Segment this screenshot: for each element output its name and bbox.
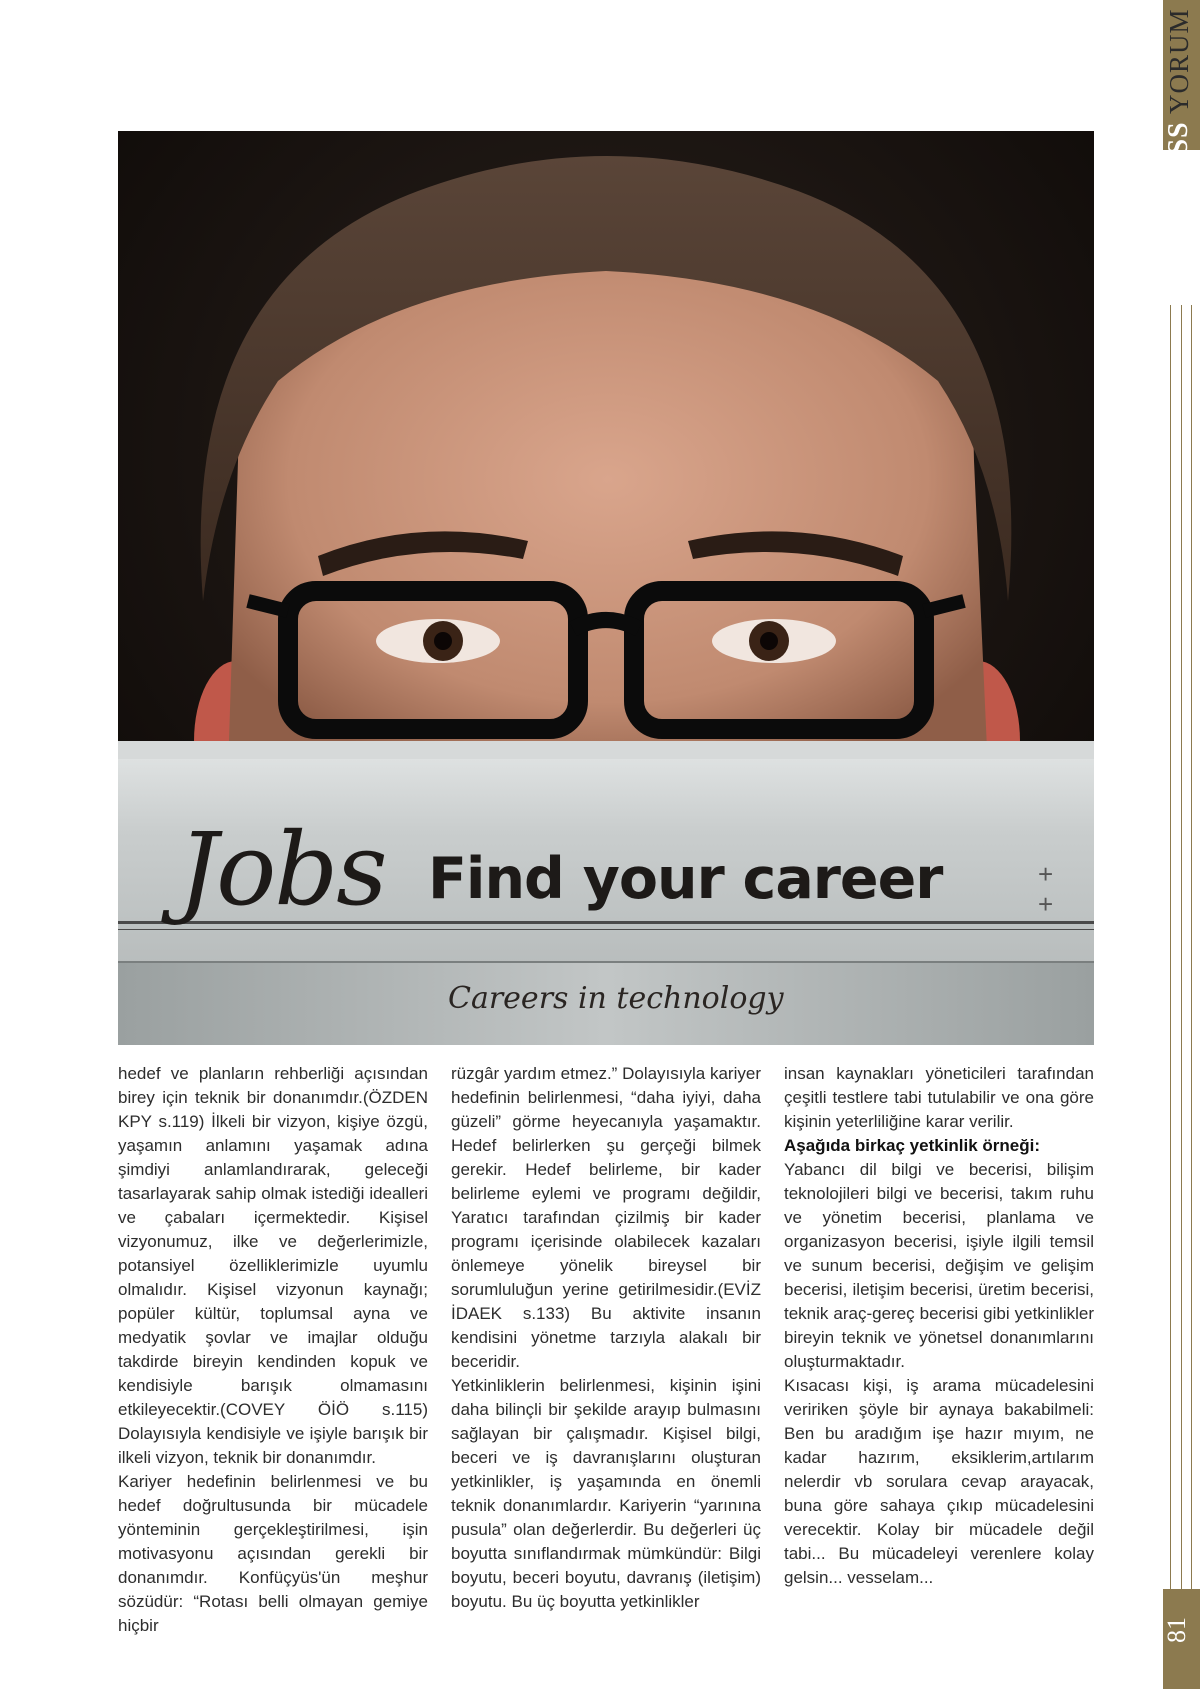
paragraph: Kariyer hedefinin belirlenmesi ve bu hedef doğrultusunda bir mücadele yönteminin gerçekleştirilmesi, işin motivasyonu açısından gerekli bir donanımdır. Konfüçyüs'ün meşhur sözüdür: “Rotası belli olmayan gemiye hiçbir xyxy=(118,1472,428,1635)
column-1 xyxy=(118,1062,428,1638)
paragraph: hedef ve planların rehberliği açısından birey için teknik bir donanımdır.(ÖZDEN KPY s.119) İlkeli bir vizyon, kişiye özgü, yaşamın anlamını yaşamak adına şimdiyi anlamlandırarak, geleceği tasarlayarak sahip olmak istediği idealleri ve çabaları içermektedir. Kişisel vizyonumuz, ilke ve değerlerimizle, potansiyel özelliklerimizle uyumlu olmalıdır. Kişisel vizyonun kaynağı; popüler kültür, toplumsal ayna ve medyatik şovlar ve imajlar olduğu takdirde bireyin kendinden kopuk ve kendisiyle barışık olmamasını etkileyecektir.(COVEY ÖİÖ s.115) Dolayısıyla kendisiyle ve işiyle barışık bir ilkeli vizyon, teknik bir donanımdır. xyxy=(118,1064,428,1467)
hero-photo xyxy=(118,131,1094,1045)
magazine-brand: BOSS xyxy=(1163,121,1194,198)
paragraph: rüzgâr yardım etmez.” Dolayısıyla kariyer hedefinin belirlenmesi, “daha iyiyi, daha güzeli” görme heyecanıyla yaşamaktır. Hedef belirlerken şu gerçeği bilmek gerekir. Hedef belirleme, bir kader belirleme eylemi ve programı değildir, Yaratıcı tarafından çizilmiş bir kader programı içerisinde olabilecek kazaları önlemeye yönelik bireysel bir sorumluluğun yerine getirilmesidir.(EVİZ İDAEK s.133) Bu aktivite insanın kendisini yönetme tarzıyla alakalı bir beceridir. xyxy=(451,1064,761,1371)
headline: Find your career xyxy=(428,846,943,912)
paragraph: Yetkinliklerin belirlenmesi, kişinin işini daha bilinçli bir şekilde arayıp bulmasını sağlayan bir çalışmadır. Kişisel bilgi, beceri ve iş davranışlarını oluşturan yetkinlikler, iş yaşamında en önemli teknik donanımlardır. Kariyerin “yarınına pusula” olan değerlerdir. Bu değerleri üç boyutta sınıflandırmak mümkündür: Bilgi boyutu, beceri boyutu, davranış (iletişim) boyutu. Bu üç boyutta yetkinlikler xyxy=(451,1376,761,1611)
paragraph: insan kaynakları yöneticileri tarafından çeşitli testlere tabi tutulabilir ve ona göre kişinin yeterliliğine karar verilir. xyxy=(784,1064,1094,1131)
section-tab xyxy=(1145,0,1200,1689)
paragraph: Yabancı dil bilgi ve becerisi, bilişim teknolojileri bilgi ve becerisi, takım ruhu ve yönetim becerisi, planlama ve organizasyon becerisi, işiyle ilgili temsil ve sunum becerisi, değişim ve gelişim becerisi, iletişim becerisi, üretim becerisi, teknik araç-gereç becerisi gibi yetkinlikler bireyin teknik ve yönetsel donanımlarını oluşturmaktadır. xyxy=(784,1160,1094,1371)
column-3 xyxy=(784,1062,1094,1590)
subheadline: Careers in technology xyxy=(448,981,784,1016)
registration-marks: + + xyxy=(1038,859,1054,919)
section-tab-label xyxy=(1164,8,1194,288)
article-body xyxy=(118,1062,1094,1635)
page-number: 81 xyxy=(1162,1617,1191,1643)
competency-heading: Aşağıda birkaç yetkinlik örneği: xyxy=(784,1136,1041,1155)
section-tab-rules xyxy=(1170,305,1192,1605)
column-2 xyxy=(451,1062,761,1614)
paragraph: Kısacası kişi, iş arama mücadelesini veririken şöyle bir aynaya bakabilmeli: Ben bu aradığım işe hazır mıyım, ne kadar hazırım, eksiklerim,artılarım nelerdir vb sorulara cevap arayacak, buna göre sahaya çıkıp mücadelesini verecektir. Kolay bir mücadele değil tabi... Bu mücadeleyi verenlere kolay gelsin... vesselam... xyxy=(784,1376,1094,1587)
jobs-wordmark: Jobs xyxy=(178,811,386,928)
section-name: YORUM xyxy=(1164,8,1194,114)
